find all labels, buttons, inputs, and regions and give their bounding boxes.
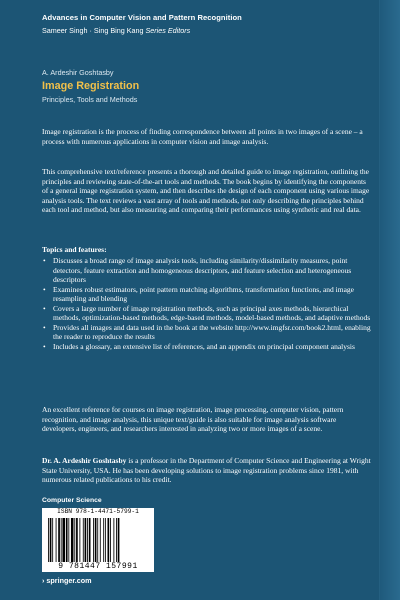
description-paragraph: This comprehensive text/reference presents a thorough and detailed guide to image registration, outlining the principles and reviewing state-of-the-art tools and methods. The book begins by identifying the components of a general image registration system, and then describes the design of each component using various image analysis tools. The text reviews a vast array of tools and methods, not only describing the principles behind each tool and method, but also measuring and comparing their performances using synthetic and real data.	[42, 167, 370, 214]
barcode-bar	[97, 518, 98, 562]
barcode-bar	[118, 518, 120, 562]
author-bio-text: is a professor in the Department of Computer Science and Engineering at Wright State University, USA. He has been developing solutions to image registration problems since 1981, with numerous related publications to his credit.	[42, 456, 371, 484]
intro-paragraph: Image registration is the process of finding correspondence between all points in two images of a scene – a process with numerous applications in computer vision and image analysis.	[42, 127, 363, 146]
barcode-bar	[89, 518, 91, 562]
topic-item: • Includes a glossary, an extensive list of references, and an appendix on principal component analysis	[42, 342, 372, 352]
barcode-bar	[66, 518, 68, 562]
author-bio-paragraph	[42, 456, 372, 485]
book-author: A. Ardeshir Goshtasby	[42, 68, 114, 77]
barcode-bar	[108, 518, 110, 562]
book-subtitle: Principles, Tools and Methods	[42, 95, 138, 104]
barcode-bar	[93, 518, 94, 562]
barcode-bar	[87, 518, 88, 562]
barcode-bar	[95, 518, 97, 562]
barcode-bar	[79, 518, 80, 562]
barcode-bar	[83, 518, 84, 562]
barcode-bar	[48, 518, 49, 562]
barcode-bar	[52, 518, 53, 562]
topic-item: • Discusses a broad range of image analysis tools, including similarity/dissimilarity measures, point detectors, feature extraction and homogeneous descriptors, and feature selection and heterogeneous descriptors	[42, 256, 372, 285]
barcode-bar	[100, 518, 101, 562]
book-title: Image Registration	[42, 80, 140, 92]
barcode-bar	[68, 518, 69, 562]
barcode-bar	[56, 518, 57, 562]
topic-item: • Provides all images and data used in the book at the website http://www.imgfsr.com/book2.html, enabling the reader to reproduce the results	[42, 323, 372, 342]
barcode-bar	[62, 518, 65, 562]
barcode-bar	[105, 518, 106, 562]
barcode-icon	[48, 518, 148, 562]
barcode-box	[42, 508, 154, 572]
spine-edge	[379, 0, 400, 600]
barcode-bar	[113, 518, 114, 562]
series-title: Advances in Computer Vision and Pattern Recognition	[42, 13, 242, 22]
ean-digits: 9 781447 157991	[58, 562, 138, 571]
barcode-bar	[74, 518, 75, 562]
barcode-bar	[61, 518, 62, 562]
topics-heading: Topics and features:	[42, 245, 107, 254]
topics-list	[42, 256, 372, 351]
publisher-link[interactable]: › springer.com	[42, 576, 92, 585]
subject-category: Computer Science	[42, 497, 102, 504]
barcode-bar	[85, 518, 87, 562]
series-editors-suffix: Series Editors	[145, 26, 191, 35]
barcode-bar	[50, 518, 52, 562]
audience-paragraph: An excellent reference for courses on image registration, image processing, computer vision, pattern recognition, and image analysis, this unique text/guide is also suitable for image analysis software developers, engineers, and researchers interested in analyzing two or more images of a scene.	[42, 405, 344, 433]
series-editors-names: Sameer Singh · Sing Bing Kang	[42, 26, 144, 35]
barcode-bar	[71, 518, 74, 562]
barcode-bar	[58, 518, 60, 562]
series-header	[42, 13, 372, 35]
barcode-bar	[76, 518, 78, 562]
isbn-text: ISBN 978-1-4471-5799-1	[57, 508, 139, 515]
topic-item: • Examines robust estimators, point pattern matching algorithms, transformation functions, and image resampling and blending	[42, 285, 372, 304]
author-bio-name: Dr. A. Ardeshir Goshtasby	[42, 456, 127, 465]
series-editors	[42, 26, 372, 35]
barcode-bar	[116, 518, 117, 562]
barcode-bar	[110, 518, 111, 562]
barcode-bar	[103, 518, 104, 562]
topic-item: • Covers a large number of image registration methods, such as principal axes methods, hierarchical methods, optimization-based methods, edge-based methods, model-based methods, and adaptive methods	[42, 304, 372, 323]
